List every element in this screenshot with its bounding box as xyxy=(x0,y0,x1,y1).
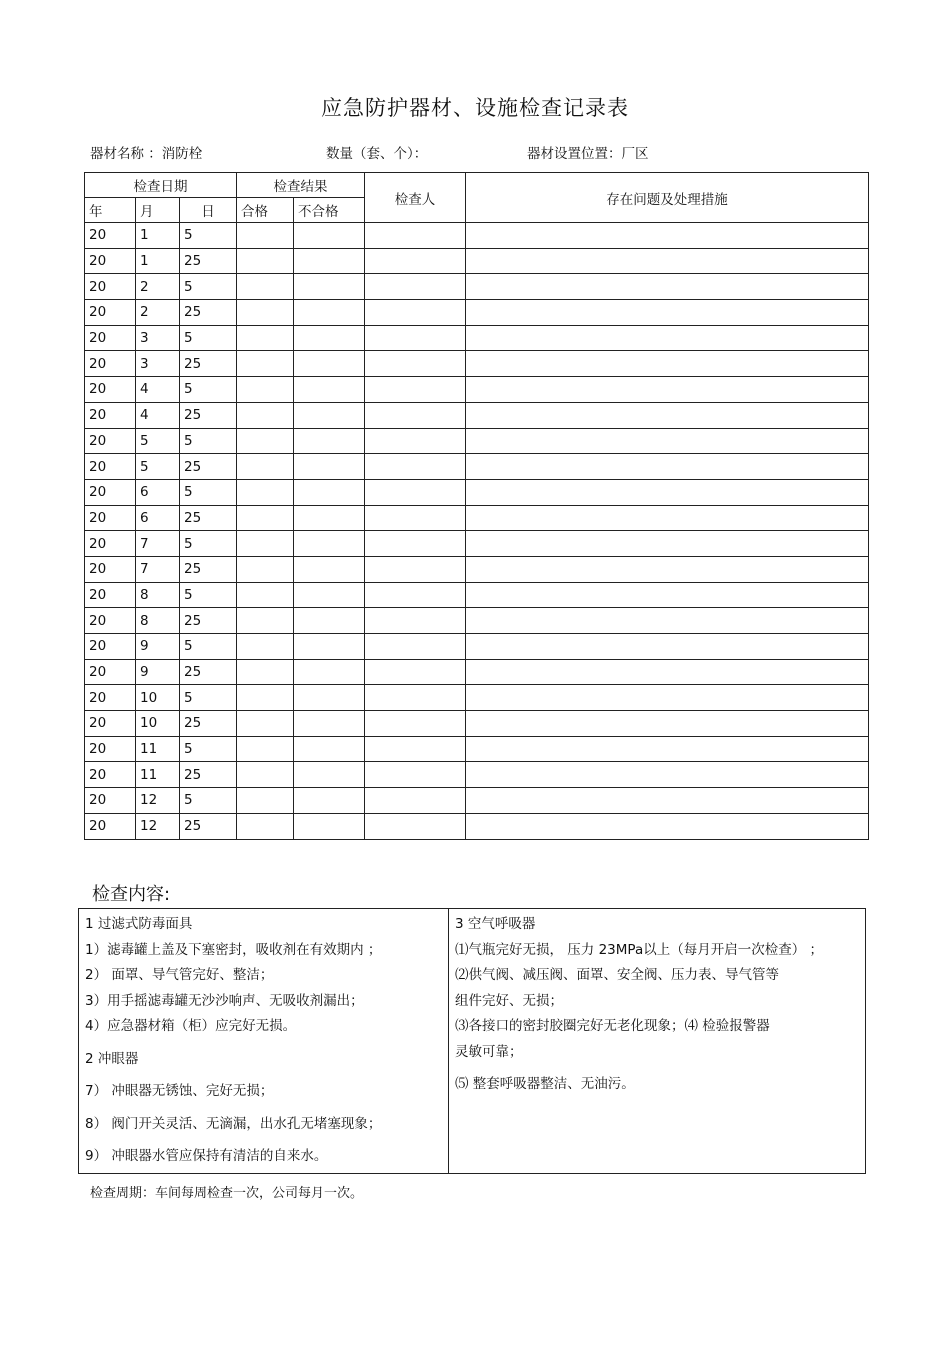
table-row xyxy=(85,608,869,634)
issues-cell[interactable] xyxy=(466,788,869,814)
quantity-label: 数量（套、个）： xyxy=(326,146,428,162)
year-cell: 20 xyxy=(85,582,136,608)
issues-cell[interactable] xyxy=(466,711,869,737)
table-row xyxy=(85,813,869,839)
table-row xyxy=(85,377,869,403)
pass-cell[interactable] xyxy=(237,788,294,814)
year-cell: 20 xyxy=(85,454,136,480)
day-cell: 5 xyxy=(180,274,237,300)
month-cell: 3 xyxy=(136,351,180,377)
issues-cell[interactable] xyxy=(466,274,869,300)
year-cell: 20 xyxy=(85,736,136,762)
issues-cell[interactable] xyxy=(466,223,869,249)
pass-cell[interactable] xyxy=(237,505,294,531)
day-cell: 25 xyxy=(180,556,237,582)
inspector-cell[interactable] xyxy=(365,634,466,660)
fail-cell[interactable] xyxy=(294,711,365,737)
content-line: 组件完好、无损； xyxy=(455,992,563,1009)
day-cell: 25 xyxy=(180,659,237,685)
issues-cell[interactable] xyxy=(466,300,869,326)
page-title: 应急防护器材、设施检查记录表 xyxy=(321,96,629,120)
equipment-name: 器材名称 ：消防栓 xyxy=(90,146,203,162)
month-cell: 10 xyxy=(136,685,180,711)
inspector-cell[interactable] xyxy=(365,531,466,557)
fail-cell[interactable] xyxy=(294,634,365,660)
issues-cell[interactable] xyxy=(466,325,869,351)
table-row xyxy=(85,479,869,505)
table-row xyxy=(85,531,869,557)
table-row xyxy=(85,711,869,737)
inspector-cell[interactable] xyxy=(365,377,466,403)
fail-cell[interactable] xyxy=(294,274,365,300)
day-cell: 25 xyxy=(180,454,237,480)
inspector-cell[interactable] xyxy=(365,505,466,531)
pass-cell[interactable] xyxy=(237,685,294,711)
fail-cell[interactable] xyxy=(294,659,365,685)
day-cell: 25 xyxy=(180,248,237,274)
fail-cell[interactable] xyxy=(294,428,365,454)
fail-cell[interactable] xyxy=(294,685,365,711)
fail-cell[interactable] xyxy=(294,582,365,608)
pass-cell[interactable] xyxy=(237,428,294,454)
year-cell: 20 xyxy=(85,402,136,428)
fail-cell[interactable] xyxy=(294,325,365,351)
issues-cell[interactable] xyxy=(466,685,869,711)
day-cell: 25 xyxy=(180,402,237,428)
inspector-cell[interactable] xyxy=(365,300,466,326)
inspector-cell[interactable] xyxy=(365,608,466,634)
inspector-cell[interactable] xyxy=(365,454,466,480)
month-cell: 7 xyxy=(136,531,180,557)
issues-cell[interactable] xyxy=(466,813,869,839)
fail-cell[interactable] xyxy=(294,556,365,582)
content-line: 2） 面罩、导气管完好、整洁； xyxy=(85,967,274,983)
month-cell: 2 xyxy=(136,300,180,326)
day-cell: 5 xyxy=(180,531,237,557)
pass-cell[interactable] xyxy=(237,479,294,505)
fail-cell[interactable] xyxy=(294,454,365,480)
header-pass: 合格 xyxy=(237,198,294,223)
log-body xyxy=(85,223,869,840)
day-cell: 5 xyxy=(180,736,237,762)
issues-cell[interactable] xyxy=(466,659,869,685)
month-cell: 11 xyxy=(136,762,180,788)
pass-cell[interactable] xyxy=(237,582,294,608)
content-line: ⑸ 整套呼吸器整洁、无油污。 xyxy=(455,1076,635,1092)
issues-cell[interactable] xyxy=(466,505,869,531)
issues-cell[interactable] xyxy=(466,531,869,557)
inspection-cycle-note: 检查周期：车间每周检查一次，公司每月一次。 xyxy=(90,1186,364,1201)
inspector-cell[interactable] xyxy=(365,711,466,737)
content-line: 3）用手摇滤毒罐无沙沙响声、无吸收剂漏出； xyxy=(85,992,364,1009)
header-day: 日 xyxy=(180,198,237,223)
year-cell: 20 xyxy=(85,556,136,582)
content-line: 1 过滤式防毒面具 xyxy=(85,916,193,932)
fail-cell[interactable] xyxy=(294,505,365,531)
month-cell: 12 xyxy=(136,788,180,814)
year-cell: 20 xyxy=(85,711,136,737)
fail-cell[interactable] xyxy=(294,377,365,403)
fail-cell[interactable] xyxy=(294,788,365,814)
table-row xyxy=(85,634,869,660)
table-row xyxy=(85,556,869,582)
month-cell: 10 xyxy=(136,711,180,737)
year-cell: 20 xyxy=(85,505,136,531)
table-row xyxy=(85,428,869,454)
year-cell: 20 xyxy=(85,608,136,634)
day-cell: 5 xyxy=(180,479,237,505)
issues-cell[interactable] xyxy=(466,351,869,377)
inspector-cell[interactable] xyxy=(365,736,466,762)
table-row xyxy=(85,659,869,685)
table-row xyxy=(85,454,869,480)
year-cell: 20 xyxy=(85,223,136,249)
content-line: 9） 冲眼器水管应保持有清洁的自来水。 xyxy=(85,1148,328,1164)
day-cell: 25 xyxy=(180,351,237,377)
year-cell: 20 xyxy=(85,685,136,711)
pass-cell[interactable] xyxy=(237,634,294,660)
inspector-cell[interactable] xyxy=(365,402,466,428)
inspector-cell[interactable] xyxy=(365,762,466,788)
month-cell: 4 xyxy=(136,377,180,403)
pass-cell[interactable] xyxy=(237,248,294,274)
issues-cell[interactable] xyxy=(466,377,869,403)
fail-cell[interactable] xyxy=(294,762,365,788)
day-cell: 5 xyxy=(180,582,237,608)
fail-cell[interactable] xyxy=(294,479,365,505)
pass-cell[interactable] xyxy=(237,659,294,685)
table-row xyxy=(85,505,869,531)
month-cell: 4 xyxy=(136,402,180,428)
issues-cell[interactable] xyxy=(466,479,869,505)
month-cell: 8 xyxy=(136,608,180,634)
content-heading: 检查内容: xyxy=(92,884,171,905)
year-cell: 20 xyxy=(85,788,136,814)
year-cell: 20 xyxy=(85,634,136,660)
month-cell: 9 xyxy=(136,659,180,685)
month-cell: 5 xyxy=(136,428,180,454)
inspector-cell[interactable] xyxy=(365,582,466,608)
day-cell: 25 xyxy=(180,505,237,531)
month-cell: 6 xyxy=(136,505,180,531)
table-row xyxy=(85,685,869,711)
pass-cell[interactable] xyxy=(237,813,294,839)
day-cell: 5 xyxy=(180,788,237,814)
inspection-content-table xyxy=(78,908,866,1174)
month-cell: 5 xyxy=(136,454,180,480)
table-row xyxy=(85,736,869,762)
content-line: 7） 冲眼器无锈蚀、完好无损； xyxy=(85,1083,274,1099)
table-row xyxy=(85,582,869,608)
month-cell: 6 xyxy=(136,479,180,505)
location-label: 器材设置位置：厂区 xyxy=(527,146,649,162)
fail-cell[interactable] xyxy=(294,300,365,326)
year-cell: 20 xyxy=(85,377,136,403)
content-line: 2 冲眼器 xyxy=(85,1050,139,1067)
table-row xyxy=(85,248,869,274)
issues-cell[interactable] xyxy=(466,402,869,428)
header-check-date: 检查日期 xyxy=(85,173,237,198)
fail-cell[interactable] xyxy=(294,248,365,274)
table-row xyxy=(85,300,869,326)
inspector-cell[interactable] xyxy=(365,223,466,249)
header-year: 年 xyxy=(85,198,136,223)
fail-cell[interactable] xyxy=(294,351,365,377)
issues-cell[interactable] xyxy=(466,248,869,274)
table-row xyxy=(85,402,869,428)
pass-cell[interactable] xyxy=(237,736,294,762)
pass-cell[interactable] xyxy=(237,274,294,300)
content-line: ⑴气瓶完好无损， 压力 23MPa以上（每月开启一次检查） ； xyxy=(455,941,824,958)
issues-cell[interactable] xyxy=(466,634,869,660)
inspector-cell[interactable] xyxy=(365,325,466,351)
day-cell: 25 xyxy=(180,762,237,788)
pass-cell[interactable] xyxy=(237,223,294,249)
pass-cell[interactable] xyxy=(237,300,294,326)
month-cell: 12 xyxy=(136,813,180,839)
day-cell: 5 xyxy=(180,428,237,454)
content-line: 3 空气呼吸器 xyxy=(455,916,536,932)
fail-cell[interactable] xyxy=(294,608,365,634)
year-cell: 20 xyxy=(85,325,136,351)
inspector-cell[interactable] xyxy=(365,274,466,300)
pass-cell[interactable] xyxy=(237,377,294,403)
table-row xyxy=(85,351,869,377)
pass-cell[interactable] xyxy=(237,454,294,480)
day-cell: 5 xyxy=(180,377,237,403)
inspector-cell[interactable] xyxy=(365,428,466,454)
table-row xyxy=(85,788,869,814)
day-cell: 5 xyxy=(180,634,237,660)
month-cell: 3 xyxy=(136,325,180,351)
header-check-result: 检查结果 xyxy=(237,173,365,198)
pass-cell[interactable] xyxy=(237,531,294,557)
table-row xyxy=(85,325,869,351)
content-line: 4）应急器材箱（柜）应完好无损。 xyxy=(85,1018,297,1034)
issues-cell[interactable] xyxy=(466,454,869,480)
inspector-cell[interactable] xyxy=(365,479,466,505)
year-cell: 20 xyxy=(85,351,136,377)
content-line: ⑶各接口的密封胶圈完好无老化现象；⑷ 检验报警器 xyxy=(455,1018,770,1034)
pass-cell[interactable] xyxy=(237,351,294,377)
year-cell: 20 xyxy=(85,479,136,505)
month-cell: 8 xyxy=(136,582,180,608)
year-cell: 20 xyxy=(85,248,136,274)
pass-cell[interactable] xyxy=(237,711,294,737)
content-line: 8） 阀门开关灵活、无滴漏，出水孔无堵塞现象； xyxy=(85,1115,382,1132)
year-cell: 20 xyxy=(85,813,136,839)
year-cell: 20 xyxy=(85,274,136,300)
fail-cell[interactable] xyxy=(294,813,365,839)
month-cell: 9 xyxy=(136,634,180,660)
year-cell: 20 xyxy=(85,659,136,685)
day-cell: 25 xyxy=(180,300,237,326)
table-row xyxy=(85,274,869,300)
pass-cell[interactable] xyxy=(237,556,294,582)
header-month: 月 xyxy=(136,198,180,223)
header-fail: 不合格 xyxy=(294,198,365,223)
table-row xyxy=(85,762,869,788)
inspector-cell[interactable] xyxy=(365,813,466,839)
pass-cell[interactable] xyxy=(237,608,294,634)
year-cell: 20 xyxy=(85,428,136,454)
inspector-cell[interactable] xyxy=(365,788,466,814)
month-cell: 11 xyxy=(136,736,180,762)
inspector-cell[interactable] xyxy=(365,685,466,711)
content-line: ⑵供气阀、减压阀、面罩、安全阀、压力表、导气管等 xyxy=(455,967,779,983)
day-cell: 5 xyxy=(180,685,237,711)
content-line: 灵敏可靠； xyxy=(455,1043,523,1060)
issues-cell[interactable] xyxy=(466,582,869,608)
issues-cell[interactable] xyxy=(466,428,869,454)
fail-cell[interactable] xyxy=(294,531,365,557)
content-right-column xyxy=(449,909,866,1174)
fail-cell[interactable] xyxy=(294,402,365,428)
year-cell: 20 xyxy=(85,762,136,788)
content-line: 1）滤毒罐上盖及下塞密封，吸收剂在有效期内 ； xyxy=(85,941,382,958)
header-issues: 存在问题及处理措施 xyxy=(466,173,869,223)
pass-cell[interactable] xyxy=(237,402,294,428)
pass-cell[interactable] xyxy=(237,325,294,351)
day-cell: 5 xyxy=(180,325,237,351)
month-cell: 7 xyxy=(136,556,180,582)
inspector-cell[interactable] xyxy=(365,556,466,582)
issues-cell[interactable] xyxy=(466,762,869,788)
month-cell: 1 xyxy=(136,223,180,249)
day-cell: 25 xyxy=(180,711,237,737)
month-cell: 2 xyxy=(136,274,180,300)
inspection-log-table xyxy=(84,172,869,840)
issues-cell[interactable] xyxy=(466,736,869,762)
inspector-cell[interactable] xyxy=(365,248,466,274)
month-cell: 1 xyxy=(136,248,180,274)
day-cell: 25 xyxy=(180,813,237,839)
fail-cell[interactable] xyxy=(294,736,365,762)
issues-cell[interactable] xyxy=(466,608,869,634)
day-cell: 25 xyxy=(180,608,237,634)
content-left-column xyxy=(79,909,449,1174)
fail-cell[interactable] xyxy=(294,223,365,249)
table-row xyxy=(85,223,869,249)
day-cell: 5 xyxy=(180,223,237,249)
inspector-cell[interactable] xyxy=(365,659,466,685)
pass-cell[interactable] xyxy=(237,762,294,788)
header-inspector: 检查人 xyxy=(365,173,466,223)
year-cell: 20 xyxy=(85,300,136,326)
year-cell: 20 xyxy=(85,531,136,557)
inspector-cell[interactable] xyxy=(365,351,466,377)
issues-cell[interactable] xyxy=(466,556,869,582)
